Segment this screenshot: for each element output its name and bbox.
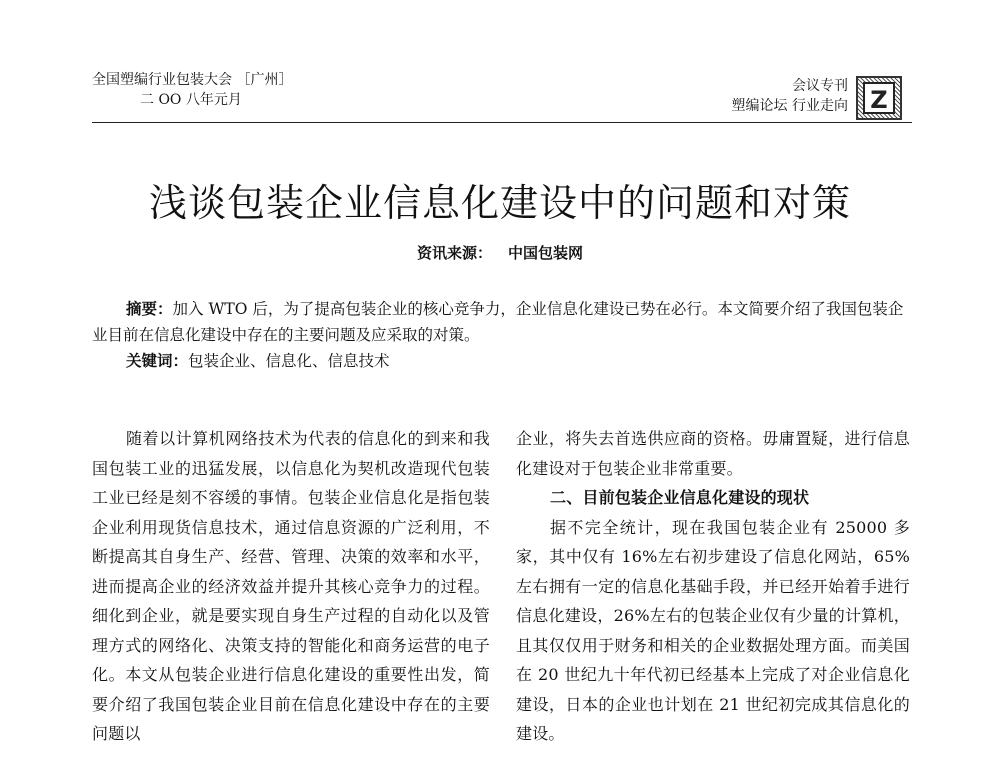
status-paragraph: 据不完全统计，现在我国包装企业有 25000 多家，其中仅有 16%左右初步建设了信息化网站，65%左右拥有一定的信息化基础手段，并已经开始着手进行信息化建设，26%左右的包装企业仅有少量的计算机，且其仅仅用于财务和相关的企业数据处理方面。而美国在 20 世纪九十年代初已经基本上完成了对企业信息化建设，日本的企业也计划在 21 世纪初完成其信息化的建设。 <box>516 517 910 743</box>
header-left <box>92 70 292 110</box>
abstract-paragraph <box>92 296 908 348</box>
body-column-left <box>92 424 490 749</box>
keywords-label: 关键词： <box>126 351 189 370</box>
intro-paragraph: 随着以计算机网络技术为代表的信息化的到来和我国包装工业的迅猛发展，以信息化为契机改造现代包装工业已经是刻不容缓的事情。包装企业信息化是指包装企业利用现货信息技术，通过信息资源的广泛利用，不断提高其自身生产、经营、管理、决策的效率和水平，进而提高企业的经济效益并提升其核心竞争力的过程。细化到企业，就是要实现自身生产过程的自动化以及管理方式的网络化、决策支持的智能化和商务运营的电子化。本文从包装企业进行信息化建设的重要性出发，简要介绍了我国包装企业目前在信息化建设中存在的主要问题以 <box>92 429 490 743</box>
keywords-text: 包装企业、信息化、信息技术 <box>188 352 390 370</box>
article-source <box>0 242 1000 263</box>
abstract-text: 加入 WTO 后，为了提高包装企业的核心竞争力，企业信息化建设已势在必行。本文简要介绍了我国包装企业目前在信息化建设中存在的主要问题及应采取的对策。 <box>92 300 904 344</box>
abstract-label: 摘要： <box>126 299 173 318</box>
conference-name: 全国塑编行业包装大会 ［广州］ <box>92 72 293 88</box>
journal-logo-icon <box>856 76 902 120</box>
publication-date: 二 OO 八年元月 <box>140 92 242 108</box>
logo-letter: Z <box>870 86 888 114</box>
section-labels: 塑编论坛 行业走向 <box>731 98 848 114</box>
section-heading: 二、目前包装企业信息化建设的现状 <box>550 488 810 507</box>
issue-label: 会议专刊 <box>792 78 848 94</box>
header-divider <box>92 122 912 123</box>
article-title: 浅谈包装企业信息化建设中的问题和对策 <box>148 181 851 225</box>
header-right <box>732 76 848 116</box>
source-label: 资讯来源： <box>416 244 492 262</box>
keywords-paragraph <box>92 348 908 374</box>
source-value: 中国包装网 <box>508 244 584 262</box>
continued-paragraph: 企业，将失去首选供应商的资格。毋庸置疑，进行信息化建设对于包装企业非常重要。 <box>516 429 910 478</box>
body-column-right <box>516 424 910 749</box>
abstract-block <box>92 296 908 374</box>
